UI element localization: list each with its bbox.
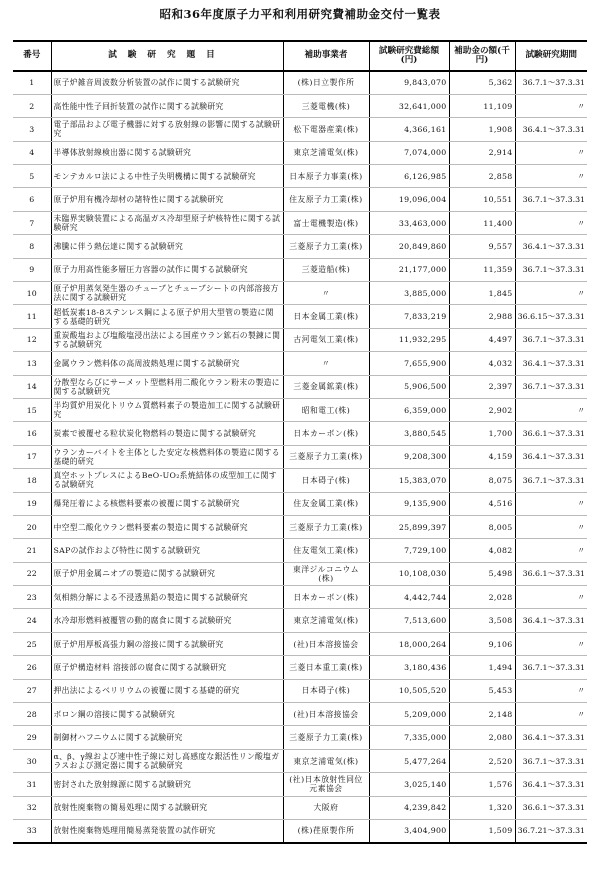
subsidy-amount: 10,551 <box>449 188 515 211</box>
grantee: (株)荏原製作所 <box>283 820 369 843</box>
research-title: ウランカーバイトを主体とした安定な核燃料体の製造に関する基礎的研究 <box>51 445 283 468</box>
row-number: 32 <box>13 796 51 819</box>
grantee: 三菱造船(株) <box>283 258 369 281</box>
research-period: 〃 <box>515 586 587 609</box>
research-title: 半導体放射線検出器に関する試験研究 <box>51 141 283 164</box>
table-row <box>13 586 587 609</box>
row-number: 13 <box>13 352 51 375</box>
research-title: 金属ウラン燃料体の高周波熱処理に関する試験研究 <box>51 352 283 375</box>
total-cost: 5,477,264 <box>369 749 449 772</box>
table-row <box>13 656 587 679</box>
row-number: 28 <box>13 703 51 726</box>
row-number: 23 <box>13 586 51 609</box>
total-cost: 9,843,070 <box>369 71 449 94</box>
research-title: 超低炭素18-8ステンレス鋼による原子炉用大型管の製造に関する基礎的研究 <box>51 305 283 328</box>
grantee: 東京芝浦電気(株) <box>283 609 369 632</box>
row-number: 18 <box>13 469 51 492</box>
research-period: 36.4.1～37.3.31 <box>515 118 587 141</box>
row-number: 14 <box>13 375 51 398</box>
research-title: 押出法によるベリリウムの被覆に関する基礎的研究 <box>51 679 283 702</box>
table-row <box>13 398 587 421</box>
row-number: 11 <box>13 305 51 328</box>
table-row <box>13 118 587 141</box>
grantee: 日本碍子(株) <box>283 679 369 702</box>
subsidy-amount: 2,988 <box>449 305 515 328</box>
row-number: 17 <box>13 445 51 468</box>
table-row <box>13 679 587 702</box>
table-row <box>13 235 587 258</box>
total-cost: 20,849,860 <box>369 235 449 258</box>
grantee: 日本碍子(株) <box>283 469 369 492</box>
research-period: 36.7.1～37.3.31 <box>515 375 587 398</box>
total-cost: 7,655,900 <box>369 352 449 375</box>
row-number: 30 <box>13 749 51 772</box>
row-number: 15 <box>13 398 51 421</box>
research-period: 36.7.1～37.3.31 <box>515 749 587 772</box>
total-cost: 3,404,900 <box>369 820 449 843</box>
header-subsidy-amount: 補助金の額(千円) <box>449 41 515 71</box>
research-period: 〃 <box>515 94 587 117</box>
total-cost: 7,335,000 <box>369 726 449 749</box>
research-period: 36.7.21～37.3.31 <box>515 820 587 843</box>
table-row <box>13 492 587 515</box>
research-period: 36.7.1～37.3.31 <box>515 188 587 211</box>
total-cost: 15,383,070 <box>369 469 449 492</box>
total-cost: 21,177,000 <box>369 258 449 281</box>
research-title: 原子炉用有機冷却材の諸特性に関する試験研究 <box>51 188 283 211</box>
research-title: α、β、γ線および速中性子線に対し高感度な銀活性リン酸塩ガラスおよび測定器に関する試験研究 <box>51 749 283 772</box>
research-title: 密封された放射線源に関する試験研究 <box>51 773 283 796</box>
research-title: 原子炉雑音周波数分析装置の試作に関する試験研究 <box>51 71 283 94</box>
research-title: SAPの試作および特性に関する試験研究 <box>51 539 283 562</box>
header-research-period: 試験研究期間 <box>515 41 587 71</box>
research-period: 〃 <box>515 141 587 164</box>
subsidy-amount: 11,109 <box>449 94 515 117</box>
grantee: 松下電器産業(株) <box>283 118 369 141</box>
grantee: 三菱日本重工業(株) <box>283 656 369 679</box>
table-row <box>13 796 587 819</box>
research-period: 36.4.1～37.3.31 <box>515 445 587 468</box>
header-total-cost: 試験研究費総額(円) <box>369 41 449 71</box>
research-title: 爆発圧着による核燃料要素の被覆に関する試験研究 <box>51 492 283 515</box>
subsidy-amount: 2,148 <box>449 703 515 726</box>
table-row <box>13 282 587 305</box>
subsidy-amount: 1,320 <box>449 796 515 819</box>
research-title: 放射性廃棄物処理用簡易蒸発装置の試作研究 <box>51 820 283 843</box>
table-row <box>13 141 587 164</box>
total-cost: 3,885,000 <box>369 282 449 305</box>
row-number: 9 <box>13 258 51 281</box>
research-period: 36.6.1～37.3.31 <box>515 796 587 819</box>
table-row <box>13 703 587 726</box>
research-period: 36.4.1～37.3.31 <box>515 235 587 258</box>
research-title: 原子炉用厚板高張力鋼の溶接に関する試験研究 <box>51 632 283 655</box>
grantee: 三菱金属鉱業(株) <box>283 375 369 398</box>
research-period: 36.7.1～37.3.31 <box>515 71 587 94</box>
total-cost: 7,833,219 <box>369 305 449 328</box>
total-cost: 3,180,436 <box>369 656 449 679</box>
table-row <box>13 726 587 749</box>
grantee: 日本カーボン(株) <box>283 422 369 445</box>
subsidy-amount: 2,028 <box>449 586 515 609</box>
table-row <box>13 188 587 211</box>
subsidy-amount: 5,362 <box>449 71 515 94</box>
document-title: 昭和36年度原子力平和利用研究費補助金交付一覧表 <box>159 7 441 21</box>
subsidy-amount: 1,509 <box>449 820 515 843</box>
grantee: 日本金属工業(株) <box>283 305 369 328</box>
research-title: モンテカルロ法による中性子失明機構に関する試験研究 <box>51 165 283 188</box>
subsidy-amount: 2,080 <box>449 726 515 749</box>
table-row <box>13 609 587 632</box>
research-period: 〃 <box>515 282 587 305</box>
total-cost: 4,442,744 <box>369 586 449 609</box>
research-title: 未臨界実験装置による高温ガス冷却型原子炉核特性に関する試験研究 <box>51 211 283 234</box>
research-period: 36.4.1～37.3.31 <box>515 352 587 375</box>
row-number: 6 <box>13 188 51 211</box>
total-cost: 25,899,397 <box>369 515 449 538</box>
grantee: 昭和電工(株) <box>283 398 369 421</box>
row-number: 31 <box>13 773 51 796</box>
research-period: 36.6.15～37.3.31 <box>515 305 587 328</box>
table-row <box>13 469 587 492</box>
grantee: 富士電機製造(株) <box>283 211 369 234</box>
research-title: 電子部品および電子機器に対する放射線の影響に関する試験研究 <box>51 118 283 141</box>
research-period: 〃 <box>515 703 587 726</box>
grantee: 東洋ジルコニウム(株) <box>283 562 369 585</box>
total-cost: 19,096,004 <box>369 188 449 211</box>
row-number: 19 <box>13 492 51 515</box>
grantee: 東京芝浦電気(株) <box>283 749 369 772</box>
subsidy-amount: 9,557 <box>449 235 515 258</box>
total-cost: 5,906,500 <box>369 375 449 398</box>
row-number: 20 <box>13 515 51 538</box>
research-period: 〃 <box>515 492 587 515</box>
row-number: 3 <box>13 118 51 141</box>
subsidy-amount: 11,400 <box>449 211 515 234</box>
total-cost: 6,359,000 <box>369 398 449 421</box>
grantee: 住友金属工業(株) <box>283 492 369 515</box>
research-title: 水冷却形燃料被覆管の動的腐食に関する試験研究 <box>51 609 283 632</box>
grantee: 三菱原子力工業(株) <box>283 235 369 258</box>
total-cost: 6,126,985 <box>369 165 449 188</box>
header-grantee: 補助事業者 <box>283 41 369 71</box>
grantee: (株)日立製作所 <box>283 71 369 94</box>
row-number: 27 <box>13 679 51 702</box>
research-period: 36.4.1～37.3.31 <box>515 726 587 749</box>
grantee: 住友原子力工業(株) <box>283 188 369 211</box>
total-cost: 33,463,000 <box>369 211 449 234</box>
total-cost: 4,366,161 <box>369 118 449 141</box>
research-period: 〃 <box>515 632 587 655</box>
total-cost: 9,208,300 <box>369 445 449 468</box>
research-title: 真空ホットプレスによるBeO-UO₂系焼結体の成型加工に関する試験研究 <box>51 469 283 492</box>
subsidy-amount: 1,845 <box>449 282 515 305</box>
table-row <box>13 445 587 468</box>
subsidy-amount: 11,359 <box>449 258 515 281</box>
research-period: 36.4.1～37.3.31 <box>515 773 587 796</box>
row-number: 22 <box>13 562 51 585</box>
research-period: 36.6.1～37.3.31 <box>515 562 587 585</box>
grantee: 三菱原子力工業(株) <box>283 445 369 468</box>
grantee: 古河電気工業(株) <box>283 328 369 351</box>
research-period: 36.7.1～37.3.31 <box>515 469 587 492</box>
grantee: 大阪府 <box>283 796 369 819</box>
table-row <box>13 94 587 117</box>
research-period: 36.4.1～37.3.31 <box>515 609 587 632</box>
row-number: 26 <box>13 656 51 679</box>
research-title: 原子炉用蒸気発生器のチューブとチューブシートの内部溶接方法に関する試験研究 <box>51 282 283 305</box>
subsidy-amount: 4,159 <box>449 445 515 468</box>
subsidy-amount: 5,453 <box>449 679 515 702</box>
research-period: 〃 <box>515 679 587 702</box>
table-row <box>13 375 587 398</box>
grantee: 日本原子力事業(株) <box>283 165 369 188</box>
subsidy-amount: 4,497 <box>449 328 515 351</box>
research-period: 36.7.1～37.3.31 <box>515 258 587 281</box>
research-period: 〃 <box>515 515 587 538</box>
subsidy-amount: 1,576 <box>449 773 515 796</box>
total-cost: 9,135,900 <box>369 492 449 515</box>
row-number: 7 <box>13 211 51 234</box>
row-number: 16 <box>13 422 51 445</box>
table-row <box>13 258 587 281</box>
grantee: (社)日本放射性同位元素協会 <box>283 773 369 796</box>
table-row <box>13 562 587 585</box>
grantee: (社)日本溶接協会 <box>283 703 369 726</box>
header-research-title: 試験研究題目 <box>51 41 283 71</box>
research-title: 高性能中性子回折装置の試作に関する試験研究 <box>51 94 283 117</box>
subsidy-amount: 4,516 <box>449 492 515 515</box>
total-cost: 4,239,842 <box>369 796 449 819</box>
total-cost: 7,513,600 <box>369 609 449 632</box>
total-cost: 11,932,295 <box>369 328 449 351</box>
total-cost: 32,641,000 <box>369 94 449 117</box>
table-row <box>13 211 587 234</box>
table-row <box>13 820 587 843</box>
header-number: 番号 <box>13 41 51 71</box>
subsidy-amount: 3,508 <box>449 609 515 632</box>
subsidy-amount: 1,700 <box>449 422 515 445</box>
subsidy-amount: 1,494 <box>449 656 515 679</box>
row-number: 33 <box>13 820 51 843</box>
research-title: 放射性廃棄物の簡易処理に関する試験研究 <box>51 796 283 819</box>
grantee: 住友電気工業(株) <box>283 539 369 562</box>
research-title: 原子力用高性能多層圧力容器の試作に関する試験研究 <box>51 258 283 281</box>
table-row <box>13 328 587 351</box>
total-cost: 10,108,030 <box>369 562 449 585</box>
grantee: 日本カーボン(株) <box>283 586 369 609</box>
subsidy-amount: 9,106 <box>449 632 515 655</box>
research-title: 気相熱分解による不浸透黒鉛の製造に関する試験研究 <box>51 586 283 609</box>
table-row <box>13 773 587 796</box>
research-period: 36.6.1～37.3.31 <box>515 422 587 445</box>
row-number: 24 <box>13 609 51 632</box>
table-row <box>13 352 587 375</box>
total-cost: 18,000,264 <box>369 632 449 655</box>
subsidy-amount: 2,902 <box>449 398 515 421</box>
row-number: 29 <box>13 726 51 749</box>
grantee: 東京芝浦電気(株) <box>283 141 369 164</box>
table-row <box>13 71 587 94</box>
grantee: 三菱原子力工業(株) <box>283 515 369 538</box>
subsidy-amount: 2,397 <box>449 375 515 398</box>
row-number: 21 <box>13 539 51 562</box>
table-row <box>13 515 587 538</box>
row-number: 25 <box>13 632 51 655</box>
grantee: (社)日本溶接協会 <box>283 632 369 655</box>
table-row <box>13 422 587 445</box>
research-title: 制御材ハフニウムに関する試験研究 <box>51 726 283 749</box>
row-number: 5 <box>13 165 51 188</box>
subsidy-amount: 4,032 <box>449 352 515 375</box>
subsidy-amount: 5,498 <box>449 562 515 585</box>
total-cost: 5,209,000 <box>369 703 449 726</box>
table-row <box>13 539 587 562</box>
research-title: 分散型ならびにサーメット型燃料用二酸化ウラン粉末の製造に関する試験研究 <box>51 375 283 398</box>
research-title: 炭素で被覆せる粒状炭化物燃料の製造に関する試験研究 <box>51 422 283 445</box>
research-title: ボロン鋼の溶接に関する試験研究 <box>51 703 283 726</box>
research-period: 〃 <box>515 539 587 562</box>
row-number: 4 <box>13 141 51 164</box>
research-period: 36.7.1～37.3.31 <box>515 328 587 351</box>
research-title: 中空型二酸化ウラン燃料要素の製造に関する試験研究 <box>51 515 283 538</box>
research-title: 沸騰に伴う熱伝達に関する試験研究 <box>51 235 283 258</box>
table-body <box>13 71 587 843</box>
total-cost: 7,074,000 <box>369 141 449 164</box>
research-period: 〃 <box>515 211 587 234</box>
subsidy-amount: 8,075 <box>449 469 515 492</box>
row-number: 12 <box>13 328 51 351</box>
research-period: 〃 <box>515 165 587 188</box>
grantee: 三菱原子力工業(株) <box>283 726 369 749</box>
subsidy-amount: 4,082 <box>449 539 515 562</box>
table-row <box>13 165 587 188</box>
research-title: 重炭酸塩および塩酸塩浸出法による国産ウラン鉱石の製錬に関する試験研究 <box>51 328 283 351</box>
row-number: 10 <box>13 282 51 305</box>
subsidy-amount: 1,908 <box>449 118 515 141</box>
total-cost: 3,880,545 <box>369 422 449 445</box>
grantee: 〃 <box>283 282 369 305</box>
subsidy-amount: 8,005 <box>449 515 515 538</box>
grantee: 三菱電機(株) <box>283 94 369 117</box>
row-number: 2 <box>13 94 51 117</box>
research-title: 半均質炉用炭化トリウム質燃料素子の製造加工に関する試験研究 <box>51 398 283 421</box>
table-row <box>13 749 587 772</box>
subsidy-amount: 2,914 <box>449 141 515 164</box>
research-period: 36.7.1～37.3.31 <box>515 656 587 679</box>
total-cost: 10,505,520 <box>369 679 449 702</box>
table-row <box>13 305 587 328</box>
research-title: 原子炉構造材料 溶接部の腐食に関する試験研究 <box>51 656 283 679</box>
row-number: 8 <box>13 235 51 258</box>
total-cost: 3,025,140 <box>369 773 449 796</box>
table-row <box>13 632 587 655</box>
subsidy-amount: 2,858 <box>449 165 515 188</box>
total-cost: 7,729,100 <box>369 539 449 562</box>
subsidy-amount: 2,520 <box>449 749 515 772</box>
research-title: 原子炉用金属ニオブの製造に関する試験研究 <box>51 562 283 585</box>
row-number: 1 <box>13 71 51 94</box>
grant-table <box>13 40 587 844</box>
grantee: 〃 <box>283 352 369 375</box>
research-period: 〃 <box>515 398 587 421</box>
table-header-row <box>13 41 587 71</box>
